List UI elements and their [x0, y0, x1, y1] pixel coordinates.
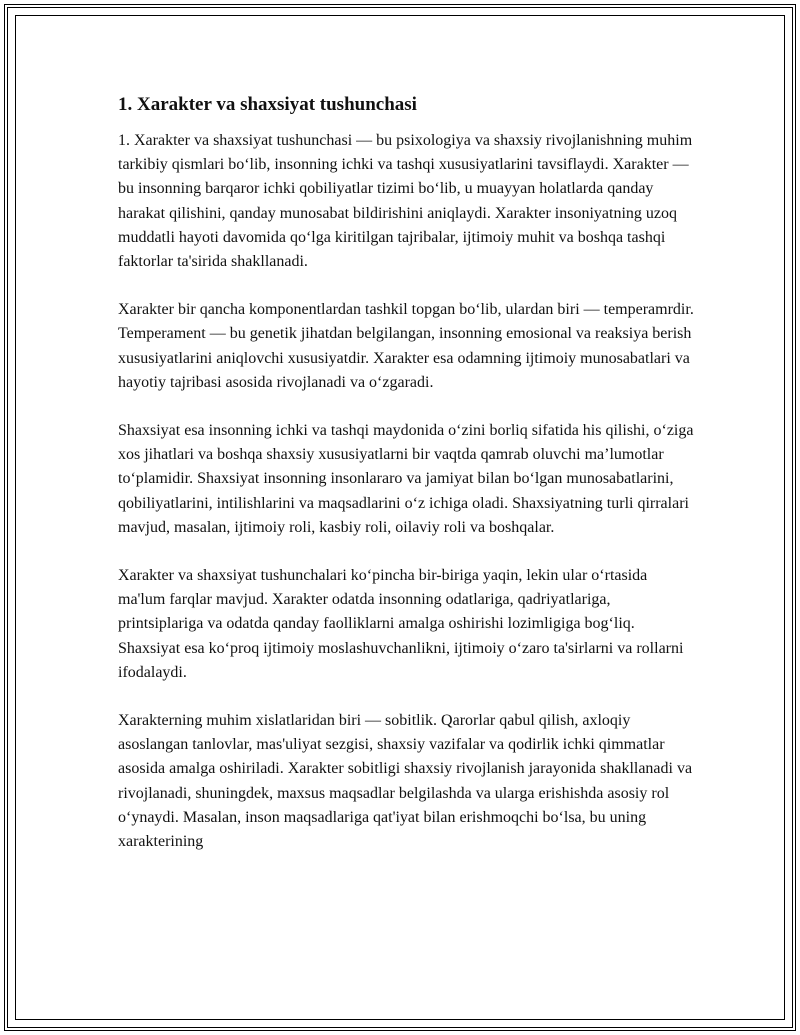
- paragraph-1: 1. Xarakter va shaxsiyat tushunchasi — bu psixologiya va shaxsiy rivojlanishning muhim tarkibiy qismlari bo‘lib, insonning ichki va tashqi xususiyatlarini tavsiflaydi. Xarakter — bu insonning barqaror ichki qobiliyatlar tizimi bo‘lib, u muayyan holatlarda qanday harakat qilishini, qanday munosabat bildirishini aniqlaydi. Xarakter insoniyatning uzoq muddatli hayoti davomida qo‘lga kiritilgan tajribalar, ijtimoiy muhit va boshqa tashqi faktorlar ta'sirida shakllanadi.: [118, 132, 693, 271]
- paragraph-4: Xarakter va shaxsiyat tushunchalari ko‘pincha bir-biriga yaqin, lekin ular o‘rtasida ma'lum farqlar mavjud. Xarakter odatda insonning odatlariga, qadriyatlariga, printsiplariga va odatda qanday faolliklarni amalga oshirishi lozimligiga bog‘liq. Shaxsiyat esa ko‘proq ijtimoiy moslashuvchanlikni, ijtimoiy o‘zaro ta'sirlarni va rollarni ifodalaydi.: [118, 567, 684, 681]
- paragraph-3: Shaxsiyat esa insonning ichki va tashqi maydonida o‘zini borliq sifatida his qilishi, o‘ziga xos jihatlari va boshqa shaxsiy xususiyatlarni bir vaqtda qamrab oluvchi ma’lumotlar to‘plamidir. Shaxsiyat insonning insonlararo va jamiyat bilan bo‘lgan munosabatlarini, qobiliyatlarini, intilishlarini va maqsadlarini o‘z ichiga oladi. Shaxsiyatning turli qirralari mavjud, masalan, ijtimoiy roli, kasbiy roli, oilaviy roli va boshqalar.: [118, 422, 694, 536]
- paragraph-2: Xarakter bir qancha komponentlardan tashkil topgan bo‘lib, ulardan biri — temperamrdir. Temperament — bu genetik jihatdan belgilangan, insonning emosional va reaksiya berish xususiyatlarini aniqlovchi xususiyatdir. Xarakter esa odamning ijtimoiy munosabatlari va hayotiy tajribasi asosida rivojlanadi va o‘zgaradi.: [118, 301, 694, 391]
- paragraph-5: Xarakterning muhim xislatlaridan biri — sobitlik. Qarorlar qabul qilish, axloqiy asoslangan tanlovlar, mas'uliyat sezgisi, shaxsiy vazifalar va qodirlik ichki qimmatlar asosida amalga oshiriladi. Xarakter sobitligi shaxsiy rivojlanish jarayonida shakllanadi va rivojlanadi, shuningdek, maxsus maqsadlar belgilashda va ularga erishishda asosiy rol o‘ynaydi. Masalan, inson maqsadlariga qat'iyat bilan erishmoqchi bo‘lsa, bu uning xarakterining: [118, 712, 693, 851]
- document-title: 1. Xarakter va shaxsiyat tushunchasi: [118, 94, 417, 115]
- document-body: [118, 91, 698, 878]
